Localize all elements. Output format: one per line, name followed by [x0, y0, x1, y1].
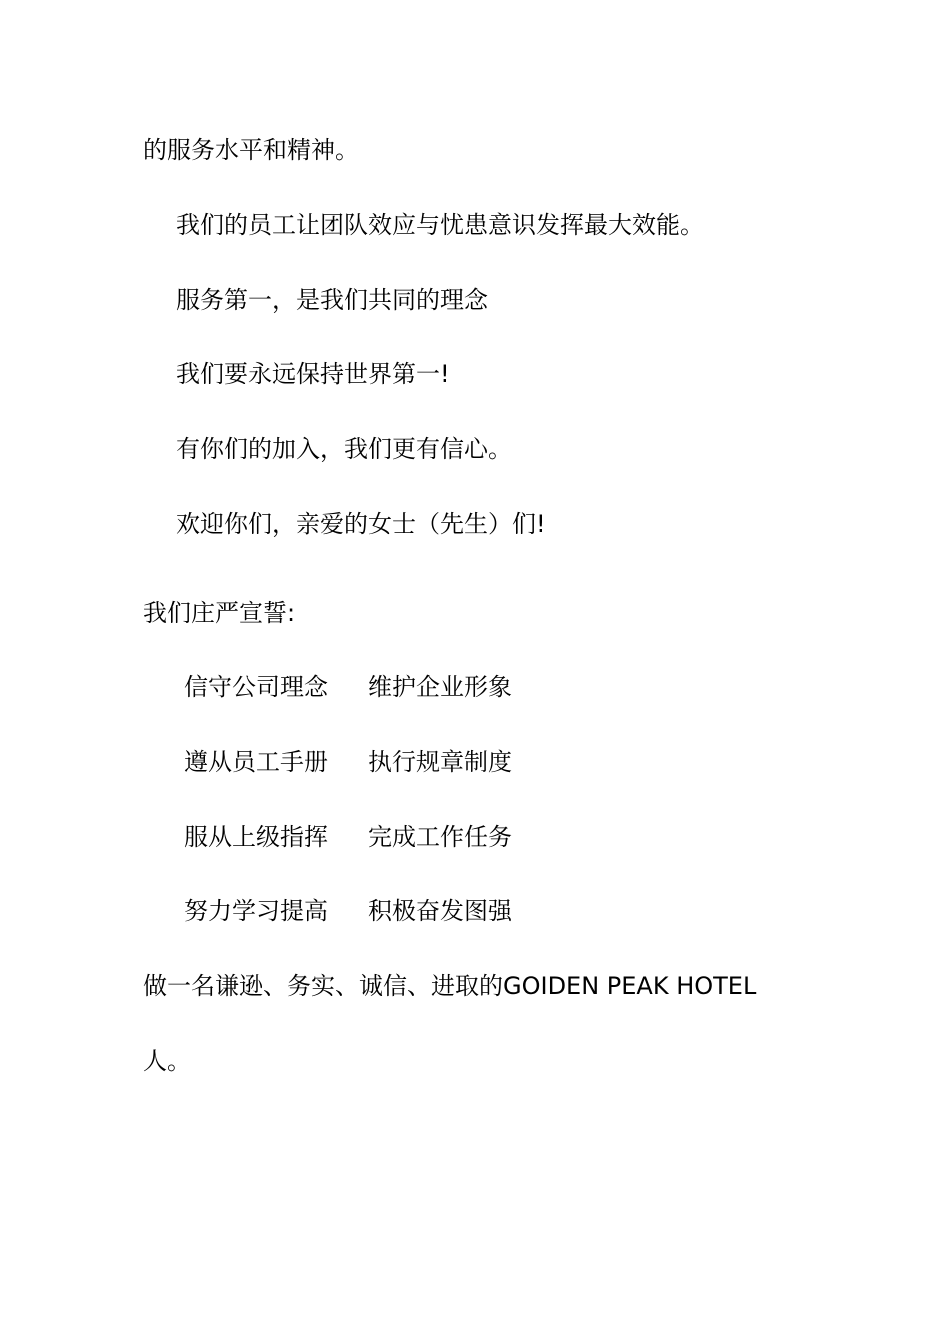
closing-line-end: 人。 [143, 1047, 191, 1075]
oath-item: 完成工作任务 [368, 823, 512, 851]
oath-item: 努力学习提高 [184, 897, 328, 925]
closing-line: 做一名谦逊、务实、诚信、进取的GOIDEN PEAK HOTEL [143, 972, 757, 1000]
paragraph-service-spirit: 的服务水平和精神。 [143, 136, 359, 164]
oath-row [184, 822, 512, 852]
paragraph-welcome: 欢迎你们，亲爱的女士（先生）们! [176, 510, 546, 538]
paragraph-world-first: 我们要永远保持世界第一! [176, 360, 450, 388]
oath-item: 执行规章制度 [368, 748, 512, 776]
oath-heading: 我们庄严宣誓: [143, 599, 296, 627]
oath-item: 积极奋发图强 [368, 897, 512, 925]
oath-row [184, 747, 512, 777]
oath-item: 遵从员工手册 [184, 748, 328, 776]
oath-item: 信守公司理念 [184, 673, 328, 701]
paragraph-confidence: 有你们的加入，我们更有信心。 [176, 435, 512, 463]
paragraph-service-first: 服务第一，是我们共同的理念 [176, 286, 488, 314]
oath-row [184, 672, 512, 702]
oath-item: 维护企业形象 [368, 673, 512, 701]
paragraph-team-effect: 我们的员工让团队效应与忧患意识发挥最大效能。 [176, 211, 704, 239]
oath-item: 服从上级指挥 [184, 823, 328, 851]
oath-row [184, 896, 512, 926]
